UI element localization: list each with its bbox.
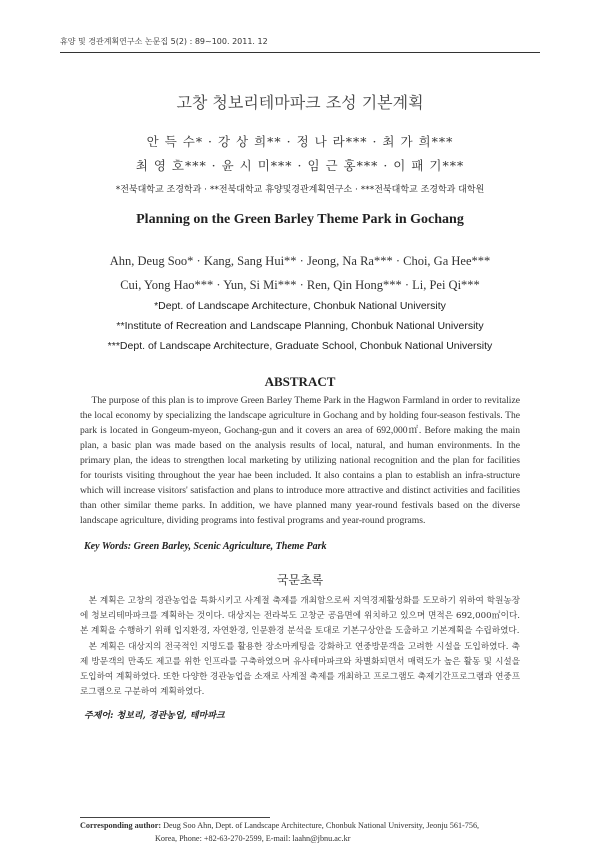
english-title: Planning on the Green Barley Theme Park in Gochang	[136, 212, 464, 227]
korean-abstract-paragraph-1: 본 계획은 고창의 경관농업을 특화시키고 사계절 축제를 개최함으로써 지역경제활성화를 도모하기 위하여 학원농장에 청보리테마파크를 계획하는 것이다. 대상지는 전라북도 고창군 공음면에 위치하고 있으며 면적은 692,000㎡이다. 본 계획을 수행하기 위해 입지환경, 자연환경, 인문환경 분석을 토대로 기본구상안을 도출하고 기본계획을 수립하였다.	[80, 596, 520, 637]
korean-title: 고창 청보리테마파크 조성 기본계획	[176, 93, 424, 112]
korean-affiliation: *전북대학교 조경학과 · **전북대학교 휴양및경관계획연구소 · ***전북대학교 조경학과 대학원	[115, 185, 485, 195]
korean-abstract-body	[80, 594, 520, 700]
korean-keywords: 주제어: 청보리, 경관농업, 테마파크	[84, 711, 225, 721]
english-affiliation-1: *Dept. of Landscape Architecture, Chonbuk National University	[154, 300, 446, 312]
footnote-line-1	[80, 821, 540, 830]
abstract-body: The purpose of this plan is to improve Green Barley Theme Park in the Hagwon Farmland in order to revitalize the local economy by specializing the landscape agriculture in Gochang and by holding four-season festivals. The park is located in Gongeum-myeon, Gochang-gun and it covers an area of 692,000㎡. Before making the main plan, a basic plan was made based on the analysis results of local, natural, and human environments. In the primary plan, the ideas to strengthen local marketing by utilizing national recognition and the plan for facilities for tourists visiting throughout the year hae been included. It also contains a plan to establish an infra-structure which will increase visitors' satisfaction and plans to introduce more attractive and distinct activities and facilities than other similar theme parks. In addition, we have planned many year-round festivals based on the diverse landscape agriculture, dividing programs into festival programs and year-round programs.	[80, 395, 520, 526]
korean-authors-line-2: 최 영 호*** · 윤 시 미*** · 임 근 홍*** · 이 패 기***	[135, 158, 465, 173]
footnote-label: Corresponding author:	[80, 821, 162, 830]
korean-abstract-paragraph-2: 본 계획은 대상지의 전국적인 지명도를 활용한 장소마케팅을 강화하고 연중방문객을 고려한 시설을 도입하였다. 축제 방문객의 만족도 제고를 위한 인프라를 구축하였으며 유사테마파크와 차별화되면서 매력도가 높은 활동 및 시설을 도입하여 계획하였다. 또한 다양한 경관농업을 소재로 사계절 축제를 개최하고 프로그램도 축제기간프로그램과 연중프로그램으로 구분하여 계획하였다.	[80, 641, 520, 698]
english-affiliation-2: **Institute of Recreation and Landscape Planning, Chonbuk National University	[116, 320, 484, 332]
footnote-author-info: Deug Soo Ahn, Dept. of Landscape Architecture, Chonbuk National University, Jeonju 561-756,	[161, 821, 480, 830]
english-affiliation-3: ***Dept. of Landscape Architecture, Graduate School, Chonbuk National University	[107, 340, 493, 352]
footnote-line-2: Korea, Phone: +82-63-270-2599, E-mail: laahn@jbnu.ac.kr	[155, 834, 351, 843]
abstract-heading: ABSTRACT	[264, 374, 336, 389]
english-authors-line-2: Cui, Yong Hao*** · Yun, Si Mi*** · Ren, Qin Hong*** · Li, Pei Qi***	[120, 278, 480, 292]
english-keywords: Key Words: Green Barley, Scenic Agriculture, Theme Park	[84, 541, 327, 552]
korean-authors-line-1: 안 득 수* · 강 상 희** · 정 나 라*** · 최 가 희***	[146, 134, 454, 149]
korean-abstract-heading: 국문초록	[276, 573, 324, 587]
header-rule	[60, 52, 540, 53]
footnote-rule	[80, 817, 270, 818]
journal-header: 휴양 및 경관계획연구소 논문집 5(2) : 89~100. 2011. 12	[60, 37, 268, 46]
english-authors-line-1: Ahn, Deug Soo* · Kang, Sang Hui** · Jeong, Na Ra*** · Choi, Ga Hee***	[109, 254, 491, 268]
